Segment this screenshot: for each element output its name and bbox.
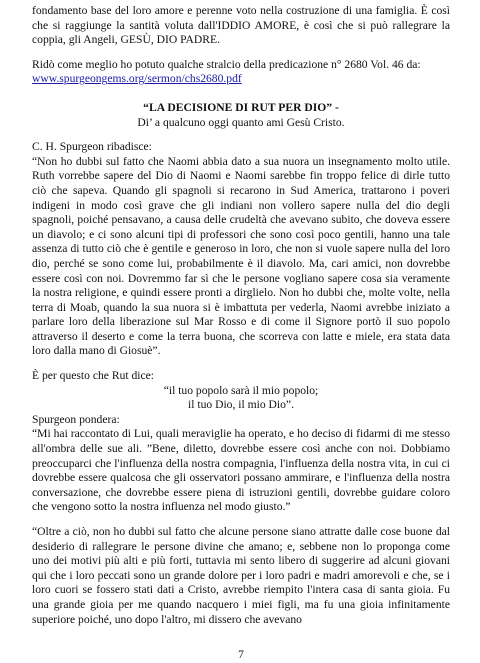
sermon-link[interactable]: www.spurgeongems.org/sermon/chs2680.pdf	[32, 72, 242, 86]
intro-paragraph: fondamento base del loro amore e perenne voto nella costruzione di una famiglia. È così che si raggiunge la santità voluta dall'IDDIO AMORE, è così che si può rallegrare la coppia, gli Angeli, GESÙ, DIO PADRE.	[32, 4, 450, 47]
quote-paragraph-naomi: “Non ho dubbi sul fatto che Naomi abbia dato a sua nuora un insegnamento molto utile. Ruth vorrebbe sapere del Dio di Naomi e Naomi sarebbe fin troppo felice di dirle tutto ciò che sapeva. Quando gli spagnoli si recarono in Sud America, trattarono i poveri indigeni in modo così grave che gli indiani non vollero sapere nulla del dio degli spagnoli, poiché pensavano, a causa delle crudeltà che avevano subito, che doveva essere un diavolo; e ci sono alcuni tipi di professori che sono così poco gentili, hanno una tale assenza di tutto ciò che è gentile e generoso in loro, che non si vuole sapere nulla del loro dio, perché se sono come lui, probabilmente è il diavolo. Ma, cari amici, non dovrebbe essere così con noi. Dovremmo far sì che le persone vogliano sapere cosa sia veramente la nostra religione, e quindi essere pronti a dirglielo. Non ho dubbi che, molte volte, nella terra di Moab, quando la sua nuora si è imbattuta per vederla, Naomi avrebbe iniziato a parlare loro della liberazione sul Mar Rosso e di come il Signore portò il suo popolo attraverso il deserto e come la terra buona, che scorreva con latte e miele, era stata data loro dalla mano di Giosuè”.	[32, 154, 450, 358]
spurgeon-intro: C. H. Spurgeon ribadisce:	[32, 140, 152, 154]
source-reference: Ridò come meglio ho potuto qualche stralcio della predicazione n° 2680 Vol. 46 da:	[32, 57, 421, 71]
ruth-quote-line-2: il tuo Dio, il mio Dio”.	[188, 398, 294, 412]
document-page	[32, 4, 450, 661]
page-number: 7	[238, 648, 244, 661]
quote-paragraph-joy: “Oltre a ciò, non ho dubbi sul fatto che alcune persone siano attratte dalle cose buone dal desiderio di rallegrare le persone divine che amano; e, sebbene non lo proponga come uno dei motivi più alti e più forti, tuttavia mi sento libero di suggerire ad alcuni giovani qui che i loro peccati sono un grande dolore per i loro padri e madri amorevoli e che, se i loro cuori se fossero stati dati a Cristo, avrebbe riempito l'intera casa di santa gioia. Fu una grande gioia per me quando nacquero i miei figli, ma fu una gioia infinitamente superiore poiché, uno dopo l'altro, mi dissero che avevano	[32, 525, 450, 626]
spurgeon-ponders: Spurgeon pondera:	[32, 412, 120, 426]
ruth-quote-line-1: “il tuo popolo sarà il mio popolo;	[163, 383, 319, 397]
rut-intro: È per questo che Rut dice:	[32, 369, 155, 383]
sermon-title: “LA DECISIONE DI RUT PER DIO” -	[143, 100, 339, 114]
sermon-subtitle: Di’ a qualcuno oggi quanto ami Gesù Cristo.	[137, 115, 345, 129]
quote-paragraph-influence: “Mi hai raccontato di Lui, quali meraviglie ha operato, e ho deciso di fidarmi di me stesso all'ombra delle sue ali. ”Bene, diletto, dovrebbe essere così anche con noi. Dobbiamo preoccuparci che l'influenza della nostra compagnia, l'influenza della nostra vita, in cui ci dovrebbe essere qualcosa che gli osservatori possano ammirare, e l'influenza della nostra conversazione, che dovrebbe essere piena di istruzioni gentili, dovrebbe guidare coloro che vengono sotto la nostra influenza nel modo giusto.”	[32, 427, 450, 514]
